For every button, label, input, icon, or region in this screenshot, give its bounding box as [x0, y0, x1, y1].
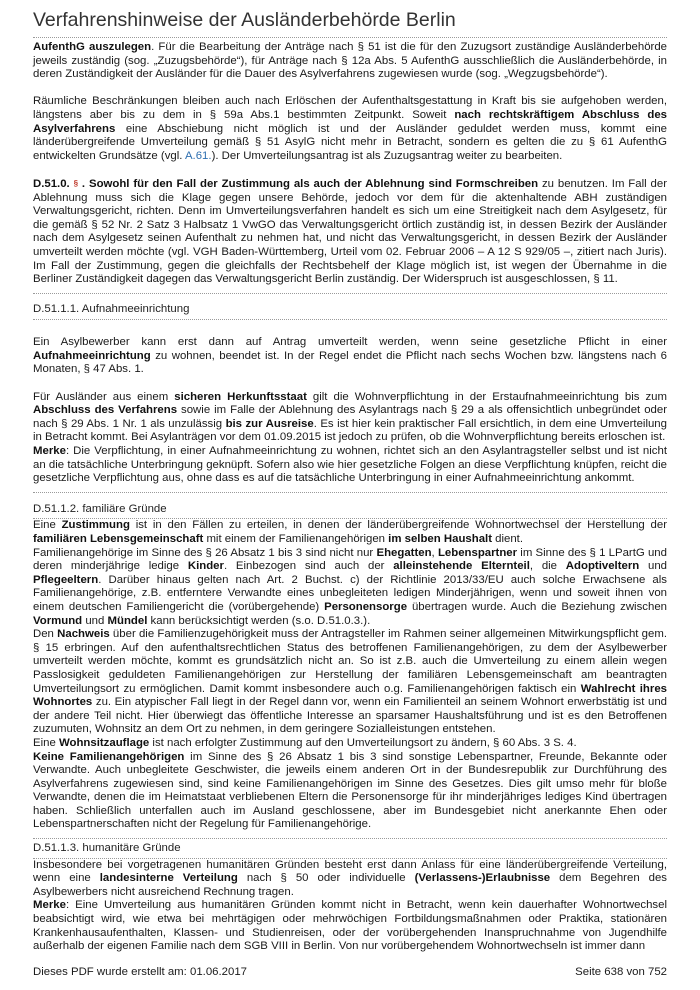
paragraph — [33, 547, 667, 629]
text: Eine — [33, 736, 59, 749]
bold-text: Nachweis — [57, 628, 110, 641]
bold-text: Wohnsitzauflage — [58, 736, 150, 749]
text: , die — [529, 560, 566, 573]
text: kann berücksichtigt werden (s.o. D.51.0.3.). — [147, 614, 371, 627]
text: im Sinne des § 1 LPartG und deren minderjährige ledige — [33, 546, 667, 573]
text: über die Familienzugehörigkeit muss der Antragsteller im Rahmen seiner allgemeinen Mitwirkungspflicht gem. § 15 erbringen. Auf den aufenthaltsrechtlichen Status des betroffenen Familienangehörigen, zu dem der Asylbewerber umverteilt werden möchte, kommt es grundsätzlich nicht an. So ist z.B. auch die Umverteilung zu einem allein wegen Passlosigkeit geduldeten Familienangehörigen zur Herstellung der familiären Lebensgemeinschaft am beantragten Umverteilungsort zu ermöglichen. Damit kommt insbesondere auch o.g. Familienangehörigen faktisch ein — [33, 628, 668, 695]
bold-text: Vormund — [33, 614, 83, 627]
text: . Für die Bearbeitung der Anträge nach § 51 ist die für den Zuzugsort zuständige Ausländerbehörde jeweils zuständig (sog. „Zuzugsbehörde“), für Anträge nach § 12a Abs. 5 AufenthG ausschließlich die Ausländerbehörde, in deren Zuständigkeit der Ausländer für die Dauer des Asylverfahrens zugewiesen wurde (sog. „Wegzugsbehörde“). — [33, 41, 668, 81]
bold-text: Ehegatten — [376, 546, 432, 559]
bold-text: . Sowohl für den Fall der Zustimmung als auch der Ablehnung sind — [78, 177, 456, 190]
section-heading-aufnahmeeinrichtung: D.51.1.1. Aufnahmeeinrichtung — [33, 302, 190, 315]
bold-text: bis zur Ausreise — [225, 417, 314, 430]
creation-date: Dieses PDF wurde erstellt am: 01.06.2017 — [33, 966, 247, 978]
text: Ein Asylbewerber kann erst dann auf Antrag umverteilt werden, wenn seine gesetzliche Pflicht in einer — [33, 336, 667, 349]
paragraph — [33, 737, 667, 751]
bold-text: im selben Haushalt — [388, 533, 492, 545]
bold-text: Personensorge — [324, 600, 408, 613]
paragraph — [33, 628, 667, 737]
text: Räumliche Beschränkungen bleiben auch nach Erlöschen der Aufenthaltsgestattung in Kraft bis sie aufgehoben werden, längstens aber bis zu dem in § 59a Abs.1 bestimmten Zeitpunkt. Soweit — [33, 95, 667, 121]
bold-text: alleinstehende Elternteil — [393, 560, 530, 573]
text: ). Der Umverteilungsantrag ist als Zuzugsantrag weiter zu bearbeiten. — [211, 149, 563, 162]
bold-text: sicheren Herkunftsstaat — [174, 390, 307, 403]
text: sowie im Falle der Ablehnung des Asylantrags nach § 29 a als offensichtlich unbegründet oder nach § 29 Abs. 1 Nr. 1 als unzulässig — [33, 404, 667, 430]
bold-text: AufenthG auszulegen — [33, 41, 152, 53]
text: mit einem der Familienangehörigen — [203, 533, 389, 545]
bold-text: Kinder — [187, 560, 224, 573]
bold-text: Keine Familienangehörigen — [33, 750, 185, 763]
section-heading-familiaere-gruende: D.51.1.2. familiäre Gründe — [33, 502, 167, 515]
page-number: Seite 638 von 752 — [575, 966, 667, 978]
reference-link-a61[interactable]: A.61. — [184, 149, 212, 162]
text: im Sinne des § 26 Absatz 1 bis 3 sind sonstige Lebenspartner, Freunde, Bekannte oder Verwandte. Auch unbegleitete Geschwister, die jeweils einem anderen Ort in der Bundesrepublik zur Durchführung des Asylverfahrens zugewiesen sind, sind keine Familienangehörigen im Sinne des Gesetzes. Dies gilt umso mehr für bloße Verwandte, denen die im Heimatstaat verbliebenen Eltern die Personensorge für ihr minderjähriges lediges Kind übertragen haben. Schließlich unterfallen auch im Ausland geschlossene, aber im Bundesgebiet nicht anerkannte Ehen oder Lebenspartnerschaften nicht der Regelung für Familienangehörige. — [33, 750, 667, 831]
section-heading-humanitaere-gruende: D.51.1.3. humanitäre Gründe — [33, 842, 181, 855]
title-divider — [33, 37, 667, 38]
text: nach § 50 oder individuelle — [237, 872, 415, 885]
bold-text: Abschluss des Verfahrens — [33, 404, 178, 417]
text: . Es ist hier kein praktischer Fall ersichtlich, in dem eine Umverteilung in Betracht kommt. Bei Asylanträgen vor dem 01.09.2015 ist jedoch zu prüfen, ob die Wohnverpflichtung bereits erloschen ist. — [33, 417, 667, 444]
paragraph — [33, 41, 667, 82]
text: zu wohnen, beendet ist. In der Regel endet die Pflicht nach sechs Wochen bzw. längstens nach 6 Monaten, § 47 Abs. 1. — [33, 349, 667, 376]
text: und — [639, 560, 667, 573]
text: Für Ausländer aus einem — [33, 390, 175, 403]
bold-text: Lebenspartner — [437, 546, 518, 559]
text: zu benutzen. Im Fall der Ablehnung muss sich die Klage gegen unsere Behörde, jedoch vor dem für die aktenhaltende ABH zuständigen Verwaltungsgericht, richten. Denn im Umverteilungsverfahren handelt es sich um eine Streitigkeit nach dem Asylgesetz, für die gemäß § 52 Nr. 2 Satz 3 Halbsatz 1 VwGO das Verwaltungsgericht örtlich zuständig ist, in dessen Bezirk der Ausländer nach dem Asylgesetz seinen Aufenthalt zu nehmen hat, und nicht das Verwaltungsgericht, in dessen Bezirk der Ausländer umverteilt werden möchte (vgl. VGH Baden-Württemberg, Urteil vom 02. Februar 2006 – A 12 S 929/05 –, zitiert nach Juris). Im Fall der Zustimmung, gegen die gleichfalls der Rechtsbehelf der Klage möglich ist, ist wegen der Übernahme in die Berliner Zuständigkeit dagegen das Verwaltungsgericht Berlin zuständig. Der Widerspruch ist ausgeschlossen, § 11. — [33, 177, 667, 286]
text: . Einbezogen sind auch der — [223, 560, 394, 573]
bold-text: nach rechtskräftigem Abschluss des Asylverfahrens — [33, 108, 667, 135]
text: dient. — [491, 533, 524, 545]
bold-text: Pflegeeltern — [33, 573, 99, 586]
bold-text: Adoptiveltern — [565, 560, 640, 573]
text: und — [82, 614, 108, 627]
page-title: Verfahrenshinweise der Ausländerbehörde Berlin — [33, 9, 456, 31]
text: ist nach erfolgter Zustimmung auf den Umverteilungsort zu ändern, § 60 Abs. 3 S. 4. — [149, 736, 577, 749]
bold-text: Mündel — [107, 614, 148, 627]
text: : Eine Umverteilung aus humanitären Gründen kommt nicht in Betracht, wenn kein dauerhafter Wohnortwechsel beabsichtigt wird, wie etwa bei mehrtägigen oder mehrwöchigen Fortbildungsmaßnahmen oder Praktika, stationären Krankenhausaufenthalten, Klassen- und Studienreisen, oder der vorübergehenden Inanspruchnahme von Jugendhilfe außerhalb der eigenen Familie nach dem SGB VIII in Berlin. Von nur vorübergehendem Wohnortwechseln ist immer dann — [33, 899, 667, 953]
text: eine Abschiebung nicht möglich ist und der Ausländer geduldet werden muss, kommt eine länderübergreifende Umverteilung gemäß § 51 AsylG nicht mehr in Betracht, sondern es gelten die zu § 61 AufenthG entwickelten Grundsätze (vgl. — [33, 122, 667, 162]
text: Eine — [33, 519, 62, 532]
text: , — [431, 546, 438, 559]
bold-text: (Verlassens-)Erlaubnisse — [414, 872, 551, 885]
bold-text: Aufnahmeeinrichtung — [33, 349, 151, 362]
paragraph — [33, 445, 667, 486]
text: gilt die Wohnverpflichtung in der Erstaufnahmeeinrichtung bis zum — [306, 390, 667, 403]
paragraph — [33, 391, 667, 445]
text: dem Begehren des Asylbewerbers nicht ausreichend Rechnung tragen. — [33, 872, 667, 898]
document-body — [33, 41, 667, 954]
bold-text: landesinterne Verteilung — [99, 872, 238, 885]
text: zu. Ein atypischer Fall liegt in der Regel dann vor, wenn ein Familienteil an seinem Wohnort erwerbstätig ist und der andere Teil nicht. Hier überwiegt das öffentliche Interesse an sparsamer Haushaltsführung und ist es den Betroffenen zuzumuten, Wohnsitz an dem Ort zu nehmen, in dem geringere Sozialleistungen entstehen. — [33, 696, 667, 736]
bold-text: Zustimmung — [61, 519, 130, 532]
bold-text: familiären Lebensgemeinschaft — [33, 533, 204, 545]
paragraph — [33, 751, 667, 833]
paragraph-marker-icon[interactable]: § — [73, 178, 79, 188]
text: übertragen wurde. Auch die Beziehung zwischen — [407, 600, 667, 613]
paragraph — [33, 899, 667, 953]
text: Familienangehörige im Sinne des § 26 Absatz 1 bis 3 sind nicht nur — [33, 546, 377, 559]
paragraph — [33, 519, 667, 546]
text: . Darüber hinaus gelten nach Art. 2 Buchst. c) der Richtlinie 2013/33/EU auch solche Erwachsene als Familienangehörige, z.B. entferntere Verwandte eines unbegleiteten ledigen Minderjährigen, wenn und soweit ihnen von einem deutschen Familiengericht die (vorübergehende) — [33, 573, 667, 613]
bold-text: Wahlrecht ihres Wohnortes — [33, 682, 667, 709]
page-footer — [33, 966, 667, 978]
bold-text: Merke — [33, 445, 66, 458]
paragraph — [33, 177, 667, 287]
paragraph — [33, 336, 667, 377]
bold-text: Merke — [33, 899, 66, 912]
paragraph — [33, 859, 667, 900]
text: Insbesondere bei vorgetragenen humanitären Gründen besteht erst dann Anlass für eine länderübergreifende Verteilung, wenn eine — [33, 858, 667, 885]
bold-text: Formschreiben — [455, 177, 539, 190]
text: Den — [33, 628, 58, 641]
section-id: D.51.0. — [33, 177, 70, 190]
text: : Die Verpflichtung, in einer Aufnahmeeinrichtung zu wohnen, richtet sich an den Asylantragsteller selbst und ist nicht an die tatsächliche Unterbringung geknüpft. Sofern also wie hier gesetzliche Folgen an diese Verpflichtung knüpfen, reicht die gesetzliche Verpflichtung aus, ohne dass es auf die tatsächliche Unterbringung in einer Aufnahmeeinrichtung ankommt. — [33, 445, 667, 485]
text: ist in den Fällen zu erteilen, in denen der länderübergreifende Wohnortwechsel der Herstellung der — [129, 519, 667, 532]
paragraph — [33, 95, 667, 163]
